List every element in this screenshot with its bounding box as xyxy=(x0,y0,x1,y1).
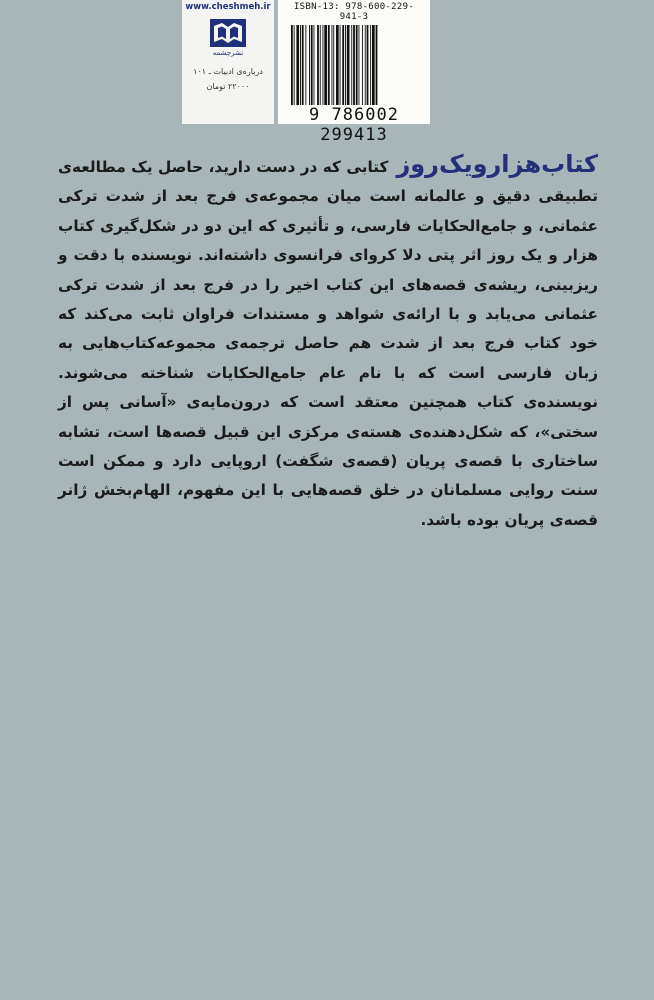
publisher-label xyxy=(182,0,274,124)
series-label: درباره‌ی ادبیات ـ ۱۰۱ xyxy=(193,67,263,76)
isbn-text: ISBN-13: 978-600-229-941-3 xyxy=(293,2,415,22)
barcode-number: 9 786002 299413 xyxy=(309,105,399,145)
barcode-label xyxy=(278,0,430,145)
publisher-logo-icon xyxy=(209,18,247,48)
publisher-imprint: نشرچشمه xyxy=(212,49,244,57)
price-label: ۲۲۰۰۰ تومان xyxy=(206,82,250,91)
blurb-paragraph xyxy=(58,150,598,535)
blurb-text: کتابی که در دست دارید، حاصل یک مطالعه‌ی تطبیقی دقیق و عالمانه است میان مجموعه‌ی فرج بعد از شدت ترکی عثمانی، و جامع‌الحکایات فارسی، و تأثیری که این دو در شکل‌گیری کتاب هزار و یک روز اثر پتی دلا کروای فرانسوی داشته‌اند. نویسنده با دقت و ریزبینی، ریشه‌ی قصه‌های این کتاب اخیر را در فرج بعد از شدت ترکی عثمانی می‌یابد و با ارائه‌ی شواهد و مستندات فراوان ثابت می‌کند که خود کتاب فرج بعد از شدت هم حاصل ترجمه‌ی مجموعه‌کتاب‌هایی به زبان فارسی است که با نام عام جامع‌الحکایات شناخته می‌شوند. نویسنده‌ی کتاب همچنین معتقد است که درون‌مایه‌ی «آسانی پس از سختی»، که شکل‌دهنده‌ی هسته‌ی مرکزی این قبیل قصه‌ها است، تشابه ساختاری با قصه‌ی پریان (قصه‌ی شگفت) اروپایی دارد و ممکن است سنت روایی مسلمانان در خلق قصه‌هایی با این مفهوم، الهام‌بخش ژانر قصه‌ی پریان بوده باشد. xyxy=(58,158,598,529)
book-title: کتاب‌هزارویک‌روز xyxy=(396,150,598,178)
publisher-url: www.cheshmeh.ir xyxy=(185,2,271,12)
barcode-icon xyxy=(289,25,419,105)
